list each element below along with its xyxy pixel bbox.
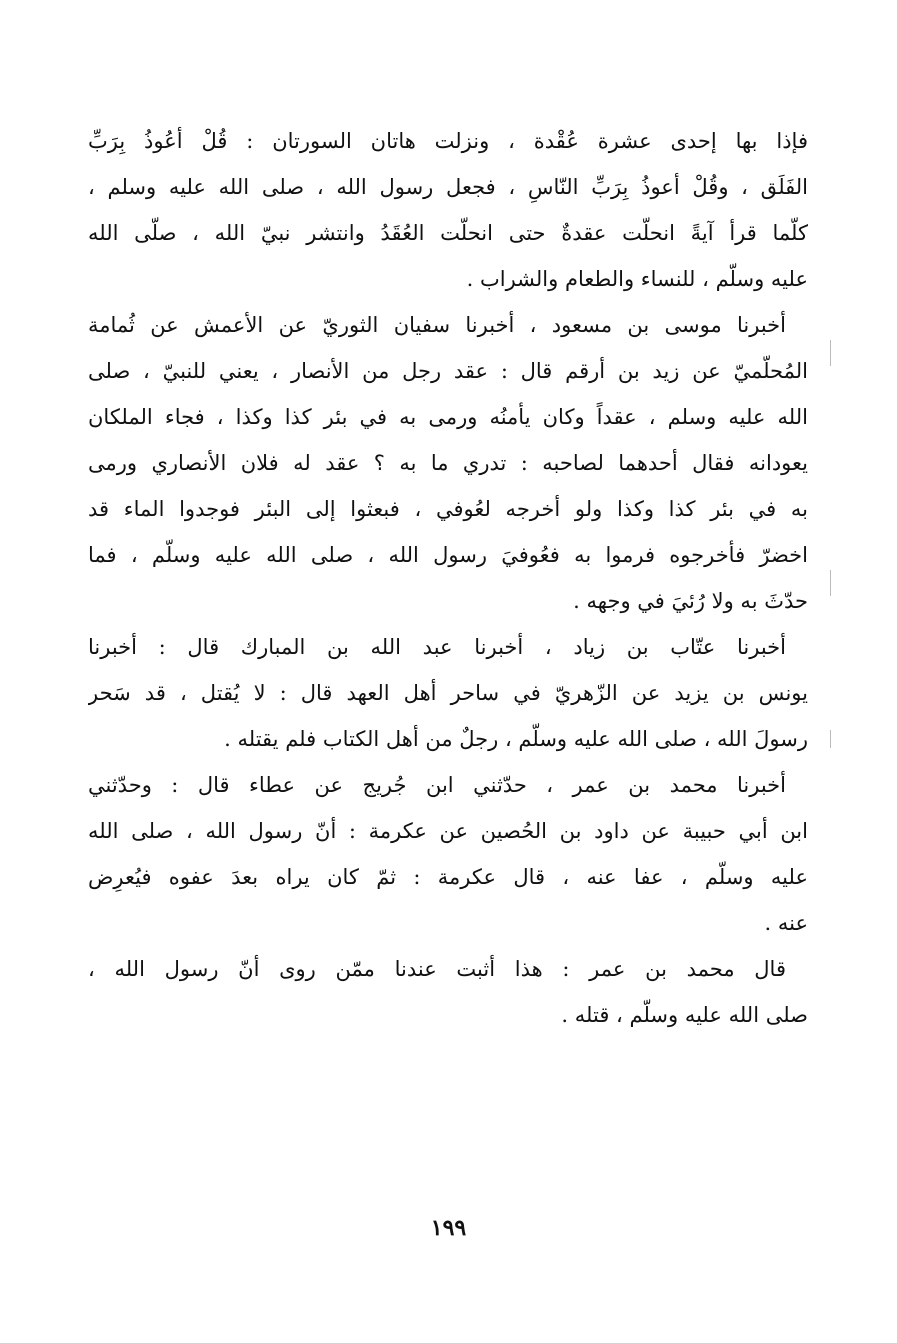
page-number: ١٩٩ — [430, 1215, 467, 1241]
text-line: فإذا بها إحدى عشرة عُقْدة ، ونزلت هاتان السورتان : قُلْ أعُوذُ بِرَبِّ — [88, 129, 808, 153]
text-line: عنه . — [764, 911, 808, 935]
text-line: رسولَ الله ، صلى الله عليه وسلّم ، رجلٌ من أهل الكتاب فلم يقتله . — [224, 727, 808, 751]
text-line: أخبرنا عتّاب بن زياد ، أخبرنا عبد الله بن المبارك قال : أخبرنا — [88, 635, 786, 659]
text-line: كلّما قرأ آيةً انحلّت عقدةٌ حتى انحلّت العُقَدُ وانتشر نبيّ الله ، صلّى الله — [88, 221, 808, 245]
scan-artifact — [830, 340, 831, 366]
text-line: به في بئر كذا وكذا ولو أخرجه لعُوفي ، فبعثوا إلى البئر فوجدوا الماء قد — [88, 497, 808, 521]
text-line: عليه وسلّم ، عفا عنه ، قال عكرمة : ثمّ كان يراه بعدَ عفوه فيُعرِض — [88, 865, 808, 889]
scan-artifact — [830, 570, 831, 596]
body-text — [88, 118, 808, 1038]
text-line: أخبرنا محمد بن عمر ، حدّثني ابن جُريج عن عطاء قال : وحدّثني — [88, 773, 786, 797]
text-line: عليه وسلّم ، للنساء والطعام والشراب . — [466, 267, 808, 291]
text-line: أخبرنا موسى بن مسعود ، أخبرنا سفيان الثوريّ عن الأعمش عن ثُمامة — [88, 313, 786, 337]
text-line: قال محمد بن عمر : هذا أثبت عندنا ممّن روى أنّ رسول الله ، — [88, 957, 786, 981]
text-line: يونس بن يزيد عن الزّهريّ في ساحر أهل العهد قال : لا يُقتل ، قد سَحر — [88, 681, 808, 705]
text-line: صلى الله عليه وسلّم ، قتله . — [561, 1003, 808, 1027]
scan-artifact — [830, 730, 831, 748]
text-line: المُحلّميّ عن زيد بن أرقم قال : عقد رجل من الأنصار ، يعني للنبيّ ، صلى — [88, 359, 808, 383]
text-line: ابن أبي حبيبة عن داود بن الحُصين عن عكرمة : أنّ رسول الله ، صلى الله — [88, 819, 808, 843]
text-line: اخضرّ فأخرجوه فرموا به فعُوفيَ رسول الله ، صلى الله عليه وسلّم ، فما — [88, 543, 808, 567]
text-line: حدّثَ به ولا رُئيَ في وجهه . — [573, 589, 808, 613]
text-line: الفَلَق ، وقُلْ أعوذُ بِرَبِّ النّاسِ ، فجعل رسول الله ، صلى الله عليه وسلم ، — [88, 175, 808, 199]
text-line: الله عليه وسلم ، عقداً وكان يأمنُه ورمى به في بئر كذا وكذا ، فجاء الملكان — [88, 405, 808, 429]
text-line: يعودانه فقال أحدهما لصاحبه : تدري ما به ؟ عقد له فلان الأنصاري ورمى — [88, 451, 808, 475]
